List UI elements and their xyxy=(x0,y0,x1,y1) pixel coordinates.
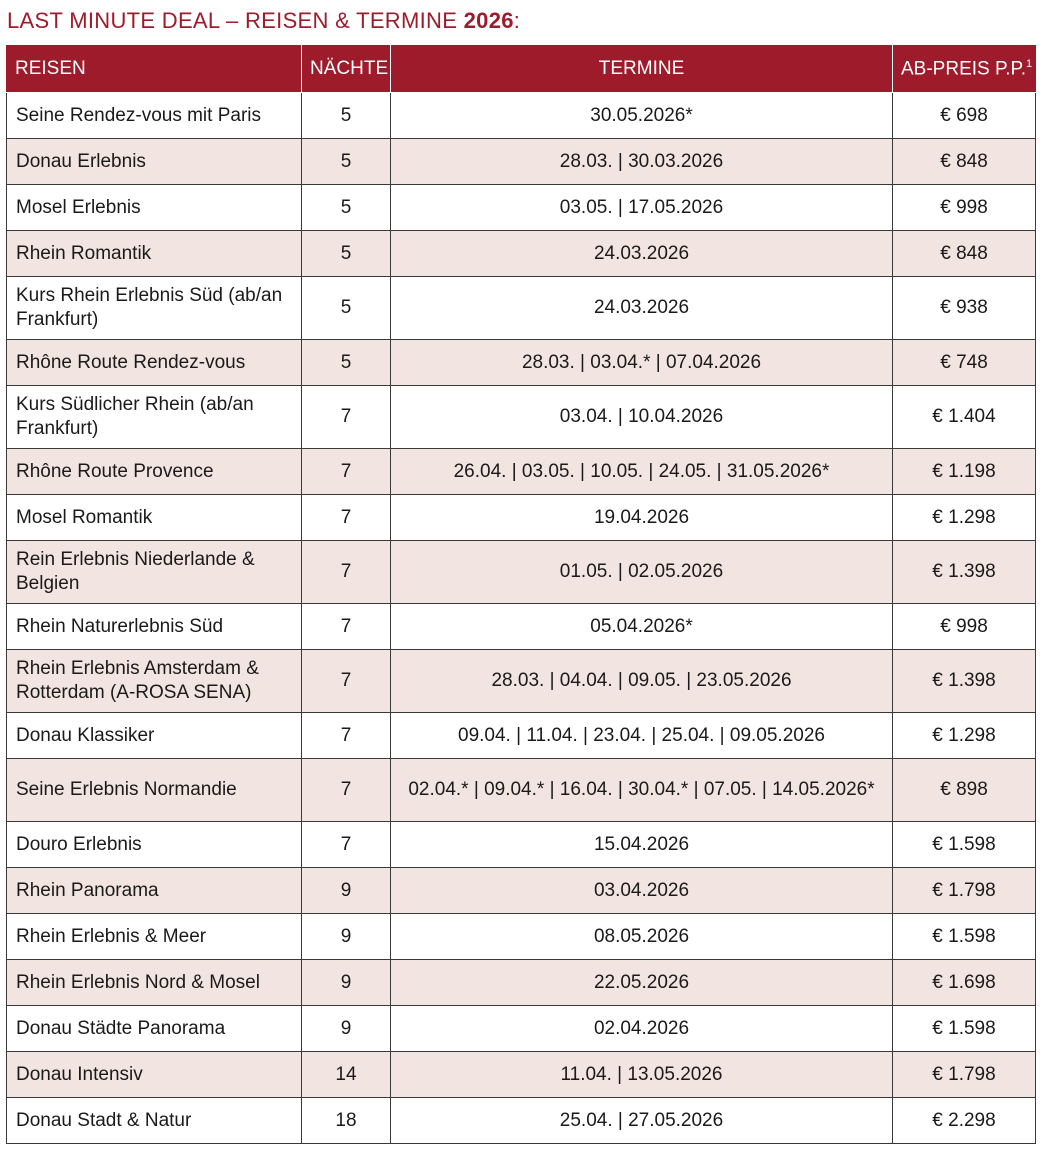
cell-preis: € 1.398 xyxy=(893,650,1036,713)
cell-naechte: 7 xyxy=(302,495,391,541)
cell-termine: 03.04. | 10.04.2026 xyxy=(391,386,893,449)
cell-reise: Rhône Route Provence xyxy=(7,449,302,495)
header-naechte: NÄCHTE xyxy=(302,46,391,93)
cell-naechte: 7 xyxy=(302,541,391,604)
cell-reise: Kurs Südlicher Rhein (ab/an Frankfurt) xyxy=(7,386,302,449)
cell-naechte: 7 xyxy=(302,759,391,822)
table-row xyxy=(7,139,1036,185)
cell-preis: € 1.798 xyxy=(893,868,1036,914)
title-suffix: : xyxy=(513,8,521,33)
cell-preis: € 1.198 xyxy=(893,449,1036,495)
cell-naechte: 9 xyxy=(302,914,391,960)
cell-termine: 28.03. | 04.04. | 09.05. | 23.05.2026 xyxy=(391,650,893,713)
cell-preis: € 1.598 xyxy=(893,822,1036,868)
table-row xyxy=(7,495,1036,541)
table-row xyxy=(7,1098,1036,1144)
table-row xyxy=(7,960,1036,1006)
cell-preis: € 1.404 xyxy=(893,386,1036,449)
table-row xyxy=(7,386,1036,449)
cell-reise: Mosel Erlebnis xyxy=(7,185,302,231)
cell-naechte: 7 xyxy=(302,386,391,449)
cell-termine: 26.04. | 03.05. | 10.05. | 24.05. | 31.05.2026* xyxy=(391,449,893,495)
cell-termine: 09.04. | 11.04. | 23.04. | 25.04. | 09.05.2026 xyxy=(391,713,893,759)
cell-preis: € 2.298 xyxy=(893,1098,1036,1144)
cell-preis: € 848 xyxy=(893,231,1036,277)
cell-preis: € 998 xyxy=(893,185,1036,231)
cell-preis: € 1.298 xyxy=(893,713,1036,759)
cell-reise: Seine Rendez-vous mit Paris xyxy=(7,93,302,139)
table-row xyxy=(7,868,1036,914)
header-termine: TERMINE xyxy=(391,46,893,93)
cell-reise: Rein Erlebnis Niederlande & Belgien xyxy=(7,541,302,604)
header-reisen: REISEN xyxy=(7,46,302,93)
cell-termine: 05.04.2026* xyxy=(391,604,893,650)
page-title xyxy=(7,6,520,36)
cell-naechte: 7 xyxy=(302,713,391,759)
cell-reise: Donau Intensiv xyxy=(7,1052,302,1098)
table-row xyxy=(7,759,1036,822)
cell-termine: 28.03. | 03.04.* | 07.04.2026 xyxy=(391,340,893,386)
cell-reise: Rhône Route Rendez-vous xyxy=(7,340,302,386)
header-preis-footnote: 1 xyxy=(1025,57,1033,70)
cell-termine: 02.04.2026 xyxy=(391,1006,893,1052)
cell-reise: Donau Stadt & Natur xyxy=(7,1098,302,1144)
table-row xyxy=(7,914,1036,960)
cell-preis: € 898 xyxy=(893,759,1036,822)
title-prefix: LAST MINUTE DEAL – REISEN & TERMINE xyxy=(7,8,464,33)
cell-termine: 24.03.2026 xyxy=(391,277,893,340)
table-row xyxy=(7,822,1036,868)
table-row xyxy=(7,713,1036,759)
title-year: 2026 xyxy=(463,8,514,33)
cell-termine: 22.05.2026 xyxy=(391,960,893,1006)
header-preis xyxy=(893,46,1036,93)
cell-preis: € 1.798 xyxy=(893,1052,1036,1098)
cell-reise: Rhein Panorama xyxy=(7,868,302,914)
cell-preis: € 748 xyxy=(893,340,1036,386)
cell-naechte: 7 xyxy=(302,449,391,495)
cell-termine: 15.04.2026 xyxy=(391,822,893,868)
cell-preis: € 1.398 xyxy=(893,541,1036,604)
cell-naechte: 5 xyxy=(302,277,391,340)
cell-termine: 25.04. | 27.05.2026 xyxy=(391,1098,893,1144)
cell-naechte: 7 xyxy=(302,650,391,713)
cell-naechte: 14 xyxy=(302,1052,391,1098)
cell-reise: Donau Städte Panorama xyxy=(7,1006,302,1052)
cell-naechte: 5 xyxy=(302,185,391,231)
table-row xyxy=(7,93,1036,139)
cell-naechte: 7 xyxy=(302,604,391,650)
cell-preis: € 698 xyxy=(893,93,1036,139)
table-row xyxy=(7,541,1036,604)
cell-reise: Mosel Romantik xyxy=(7,495,302,541)
cell-termine: 28.03. | 30.03.2026 xyxy=(391,139,893,185)
table-row xyxy=(7,231,1036,277)
cell-reise: Donau Klassiker xyxy=(7,713,302,759)
cell-reise: Kurs Rhein Erlebnis Süd (ab/an Frankfurt) xyxy=(7,277,302,340)
cell-reise: Rhein Erlebnis Nord & Mosel xyxy=(7,960,302,1006)
table-row xyxy=(7,1006,1036,1052)
cell-termine: 02.04.* | 09.04.* | 16.04. | 30.04.* | 07.05. | 14.05.2026* xyxy=(391,759,893,822)
header-preis-label: AB-PREIS P.P. xyxy=(901,58,1026,80)
cell-reise: Douro Erlebnis xyxy=(7,822,302,868)
cell-naechte: 5 xyxy=(302,340,391,386)
cell-preis: € 1.298 xyxy=(893,495,1036,541)
table-row xyxy=(7,277,1036,340)
cell-reise: Seine Erlebnis Normandie xyxy=(7,759,302,822)
cell-naechte: 9 xyxy=(302,960,391,1006)
cell-naechte: 9 xyxy=(302,1006,391,1052)
cell-preis: € 938 xyxy=(893,277,1036,340)
cell-naechte: 7 xyxy=(302,822,391,868)
cell-reise: Donau Erlebnis xyxy=(7,139,302,185)
cell-termine: 03.04.2026 xyxy=(391,868,893,914)
cell-reise: Rhein Naturerlebnis Süd xyxy=(7,604,302,650)
cell-preis: € 998 xyxy=(893,604,1036,650)
cell-termine: 30.05.2026* xyxy=(391,93,893,139)
table-header-row xyxy=(7,46,1036,93)
table-row xyxy=(7,340,1036,386)
cell-termine: 01.05. | 02.05.2026 xyxy=(391,541,893,604)
table-row xyxy=(7,449,1036,495)
cell-termine: 11.04. | 13.05.2026 xyxy=(391,1052,893,1098)
cell-naechte: 5 xyxy=(302,93,391,139)
cell-preis: € 1.598 xyxy=(893,914,1036,960)
table-row xyxy=(7,650,1036,713)
cell-termine: 24.03.2026 xyxy=(391,231,893,277)
table-row xyxy=(7,1052,1036,1098)
cell-reise: Rhein Erlebnis & Meer xyxy=(7,914,302,960)
cell-termine: 19.04.2026 xyxy=(391,495,893,541)
cell-naechte: 9 xyxy=(302,868,391,914)
cell-reise: Rhein Erlebnis Amsterdam & Rotterdam (A-ROSA SENA) xyxy=(7,650,302,713)
cell-termine: 08.05.2026 xyxy=(391,914,893,960)
table-row xyxy=(7,185,1036,231)
cell-termine: 03.05. | 17.05.2026 xyxy=(391,185,893,231)
cell-reise: Rhein Romantik xyxy=(7,231,302,277)
cell-naechte: 18 xyxy=(302,1098,391,1144)
cell-naechte: 5 xyxy=(302,231,391,277)
cell-preis: € 1.698 xyxy=(893,960,1036,1006)
cell-preis: € 848 xyxy=(893,139,1036,185)
table-row xyxy=(7,604,1036,650)
travel-dates-table xyxy=(6,45,1036,1144)
cell-naechte: 5 xyxy=(302,139,391,185)
cell-preis: € 1.598 xyxy=(893,1006,1036,1052)
